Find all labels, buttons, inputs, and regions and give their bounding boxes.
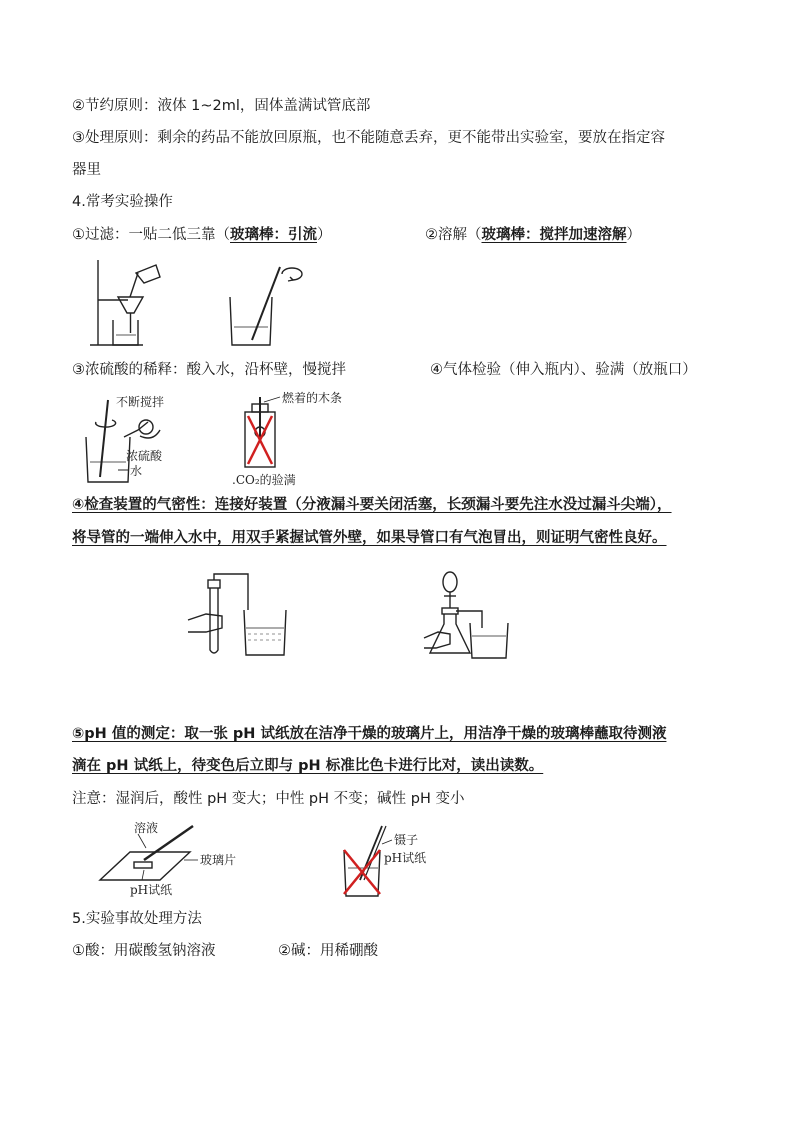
dilution-illustration xyxy=(78,392,198,487)
airtight-flask-figure xyxy=(420,568,510,663)
co2-check-figure xyxy=(230,392,350,487)
ph-paper-label: pH试纸 xyxy=(130,883,173,897)
dissolve-rod-role: 玻璃棒：搅拌加速溶解 xyxy=(481,227,627,243)
burning-stick-label: 燃着的木条 xyxy=(282,391,343,405)
save-principle-text: ②节约原则：液体 1~2ml，固体盖满试管底部 xyxy=(72,98,371,114)
dispose-principle-text-1: ③处理原则：剩余的药品不能放回原瓶，也不能随意丢弃，更不能带出实验室，要放在指定容 xyxy=(72,130,665,146)
co2-check-label: .CO₂的验满 xyxy=(232,473,296,487)
dispose-principle-text-2: 器里 xyxy=(72,162,101,178)
ph-dip-illustration xyxy=(338,822,448,902)
ph-slide-figure xyxy=(98,818,268,900)
filter-rod-role: 玻璃棒：引流 xyxy=(230,227,317,243)
section-4-heading: 4.常考实验操作 xyxy=(72,194,173,210)
airtight-tube-illustration xyxy=(186,570,296,660)
water-label: 水 xyxy=(130,464,143,478)
dissolve-text xyxy=(425,225,641,245)
filter-suffix: ） xyxy=(317,227,332,243)
filtration-figure xyxy=(88,255,178,350)
solution-label: 溶液 xyxy=(134,821,159,835)
ph-dip-figure xyxy=(338,822,448,902)
co2-check-illustration xyxy=(230,392,350,487)
conc-acid-label: 浓硫酸 xyxy=(126,449,163,463)
section-5-heading: 5.实验事故处理方法 xyxy=(72,911,202,927)
base-accident-text: ②碱：用稀硼酸 xyxy=(278,943,378,959)
dissolve-suffix: ） xyxy=(626,227,641,243)
dissolving-illustration xyxy=(222,262,302,350)
ph-slide-illustration xyxy=(98,818,268,900)
dilution-figure xyxy=(78,392,198,487)
filter-prefix: ①过滤：一贴二低三靠（ xyxy=(72,227,230,243)
filtration-illustration xyxy=(88,255,178,350)
filter-text xyxy=(72,225,332,245)
gas-test-text: ④气体检验（伸入瓶内）、验满（放瓶口） xyxy=(430,362,697,378)
glass-slide-label: 玻璃片 xyxy=(200,853,237,867)
stir-label: 不断搅拌 xyxy=(116,395,165,409)
dissolving-figure xyxy=(222,262,302,350)
airtight-text-2: 将导管的一端伸入水中，用双手紧握试管外壁，如果导管口有气泡冒出，则证明气密性良好。 xyxy=(72,530,667,546)
airtight-tube-figure xyxy=(186,570,296,660)
airtight-flask-illustration xyxy=(420,568,510,663)
note-text: 注意：湿润后，酸性 pH 变大；中性 pH 不变；碱性 pH 变小 xyxy=(72,791,465,807)
dissolve-prefix: ②溶解（ xyxy=(425,227,482,243)
ph-paper-2-label: pH试纸 xyxy=(384,851,427,865)
dilute-text: ③浓硫酸的稀释：酸入水，沿杯壁，慢搅拌 xyxy=(72,362,346,378)
airtight-text-1: ④检查装置的气密性：连接好装置（分液漏斗要关闭活塞，长颈漏斗要先注水没过漏斗尖端）， xyxy=(72,497,672,513)
acid-accident-text: ①酸：用碳酸氢钠溶液 xyxy=(72,943,216,959)
tweezers-label: 镊子 xyxy=(394,833,419,847)
ph-text-1: ⑤pH 值的测定：取一张 pH 试纸放在洁净干燥的玻璃片上，用洁净干燥的玻璃棒蘸取待测液 xyxy=(72,726,667,742)
ph-text-2: 滴在 pH 试纸上，待变色后立即与 pH 标准比色卡进行比对，读出读数。 xyxy=(72,758,544,774)
